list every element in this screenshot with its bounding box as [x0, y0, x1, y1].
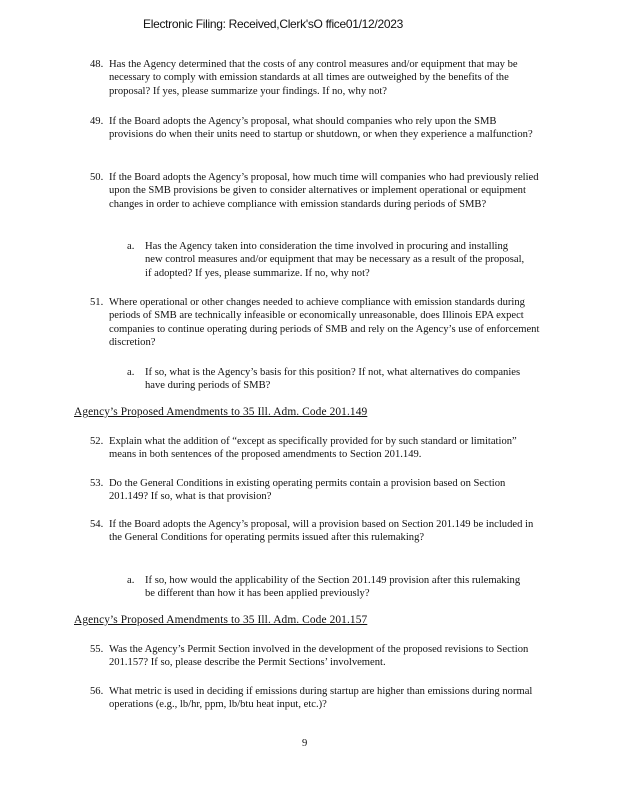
- page-number: 9: [302, 738, 308, 749]
- question-54: [90, 518, 542, 545]
- question-50: [90, 171, 542, 211]
- subquestion-51a: [127, 366, 527, 393]
- question-number: 52.: [90, 436, 104, 447]
- question-56: [90, 685, 542, 712]
- question-text: Do the General Conditions in existing operating permits contain a provision based on Section 201.149? If so, what is that provision?: [109, 478, 506, 503]
- section-heading-201-157: Agency’s Proposed Amendments to 35 Ill. Adm. Code 201.157: [74, 614, 368, 626]
- electronic-filing-stamp: Electronic Filing: Received,Clerk'sO ffice01/12/2023: [143, 17, 403, 31]
- question-51: [90, 296, 542, 350]
- section-heading-201-149: Agency’s Proposed Amendments to 35 Ill. Adm. Code 201.149: [74, 406, 368, 418]
- question-text: If the Board adopts the Agency’s proposal, will a provision based on Section 201.149 be included in the General Conditions for operating permits issued after this rulemaking?: [109, 519, 534, 544]
- subquestion-letter: a.: [127, 367, 135, 378]
- subquestion-text: If so, how would the applicability of the Section 201.149 provision after this rulemaking be different than how it has been applied previously?: [145, 575, 521, 600]
- question-number: 50.: [90, 172, 104, 183]
- question-text: If the Board adopts the Agency’s proposal, what should companies who rely upon the SMB provisions do when their units need to startup or shutdown, or when they experience a malfunction?: [109, 116, 533, 141]
- question-number: 54.: [90, 519, 104, 530]
- question-text: Explain what the addition of “except as specifically provided for by such standard or limitation” means in both sentences of the proposed amendments to Section 201.149.: [109, 436, 517, 461]
- question-number: 51.: [90, 297, 104, 308]
- question-text: If the Board adopts the Agency’s proposal, how much time will companies who had previously relied upon the SMB provisions be given to consider alternatives or implement operational or equipment changes in order to achieve compliance with emission standards during periods of SMB?: [109, 172, 539, 210]
- subquestion-50a: [127, 240, 527, 280]
- question-number: 53.: [90, 478, 104, 489]
- subquestion-letter: a.: [127, 575, 135, 586]
- question-number: 55.: [90, 644, 104, 655]
- question-number: 48.: [90, 59, 104, 70]
- question-text: Has the Agency determined that the costs of any control measures and/or equipment that may be necessary to comply with emission standards at all times are outweighed by the benefits of the proposal? If yes, please summarize your findings. If no, why not?: [109, 59, 518, 97]
- question-52: [90, 435, 542, 462]
- question-49: [90, 115, 542, 142]
- question-53: [90, 477, 542, 504]
- subquestion-54a: [127, 574, 527, 601]
- question-55: [90, 643, 542, 670]
- subquestion-text: Has the Agency taken into consideration the time involved in procuring and installing new control measures and/or equipment that may be necessary as a result of the proposal, if adopted? If yes, please summarize. If no, why not?: [145, 241, 525, 279]
- question-text: Where operational or other changes needed to achieve compliance with emission standards during periods of SMB are technically infeasible or economically unreasonable, does Illinois EPA expect companies to continue operating during periods of SMB and rely on the Agency’s use of enforcement discretion?: [109, 297, 540, 349]
- question-number: 56.: [90, 686, 104, 697]
- subquestion-text: If so, what is the Agency’s basis for this position? If not, what alternatives do companies have during periods of SMB?: [145, 367, 521, 392]
- question-text: What metric is used in deciding if emissions during startup are higher than emissions during normal operations (e.g., lb/hr, ppm, lb/btu heat input, etc.)?: [109, 686, 533, 711]
- question-48: [90, 58, 542, 98]
- subquestion-letter: a.: [127, 241, 135, 252]
- question-number: 49.: [90, 116, 104, 127]
- question-text: Was the Agency’s Permit Section involved in the development of the proposed revisions to Section 201.157? If so, please describe the Permit Sections’ involvement.: [109, 644, 529, 669]
